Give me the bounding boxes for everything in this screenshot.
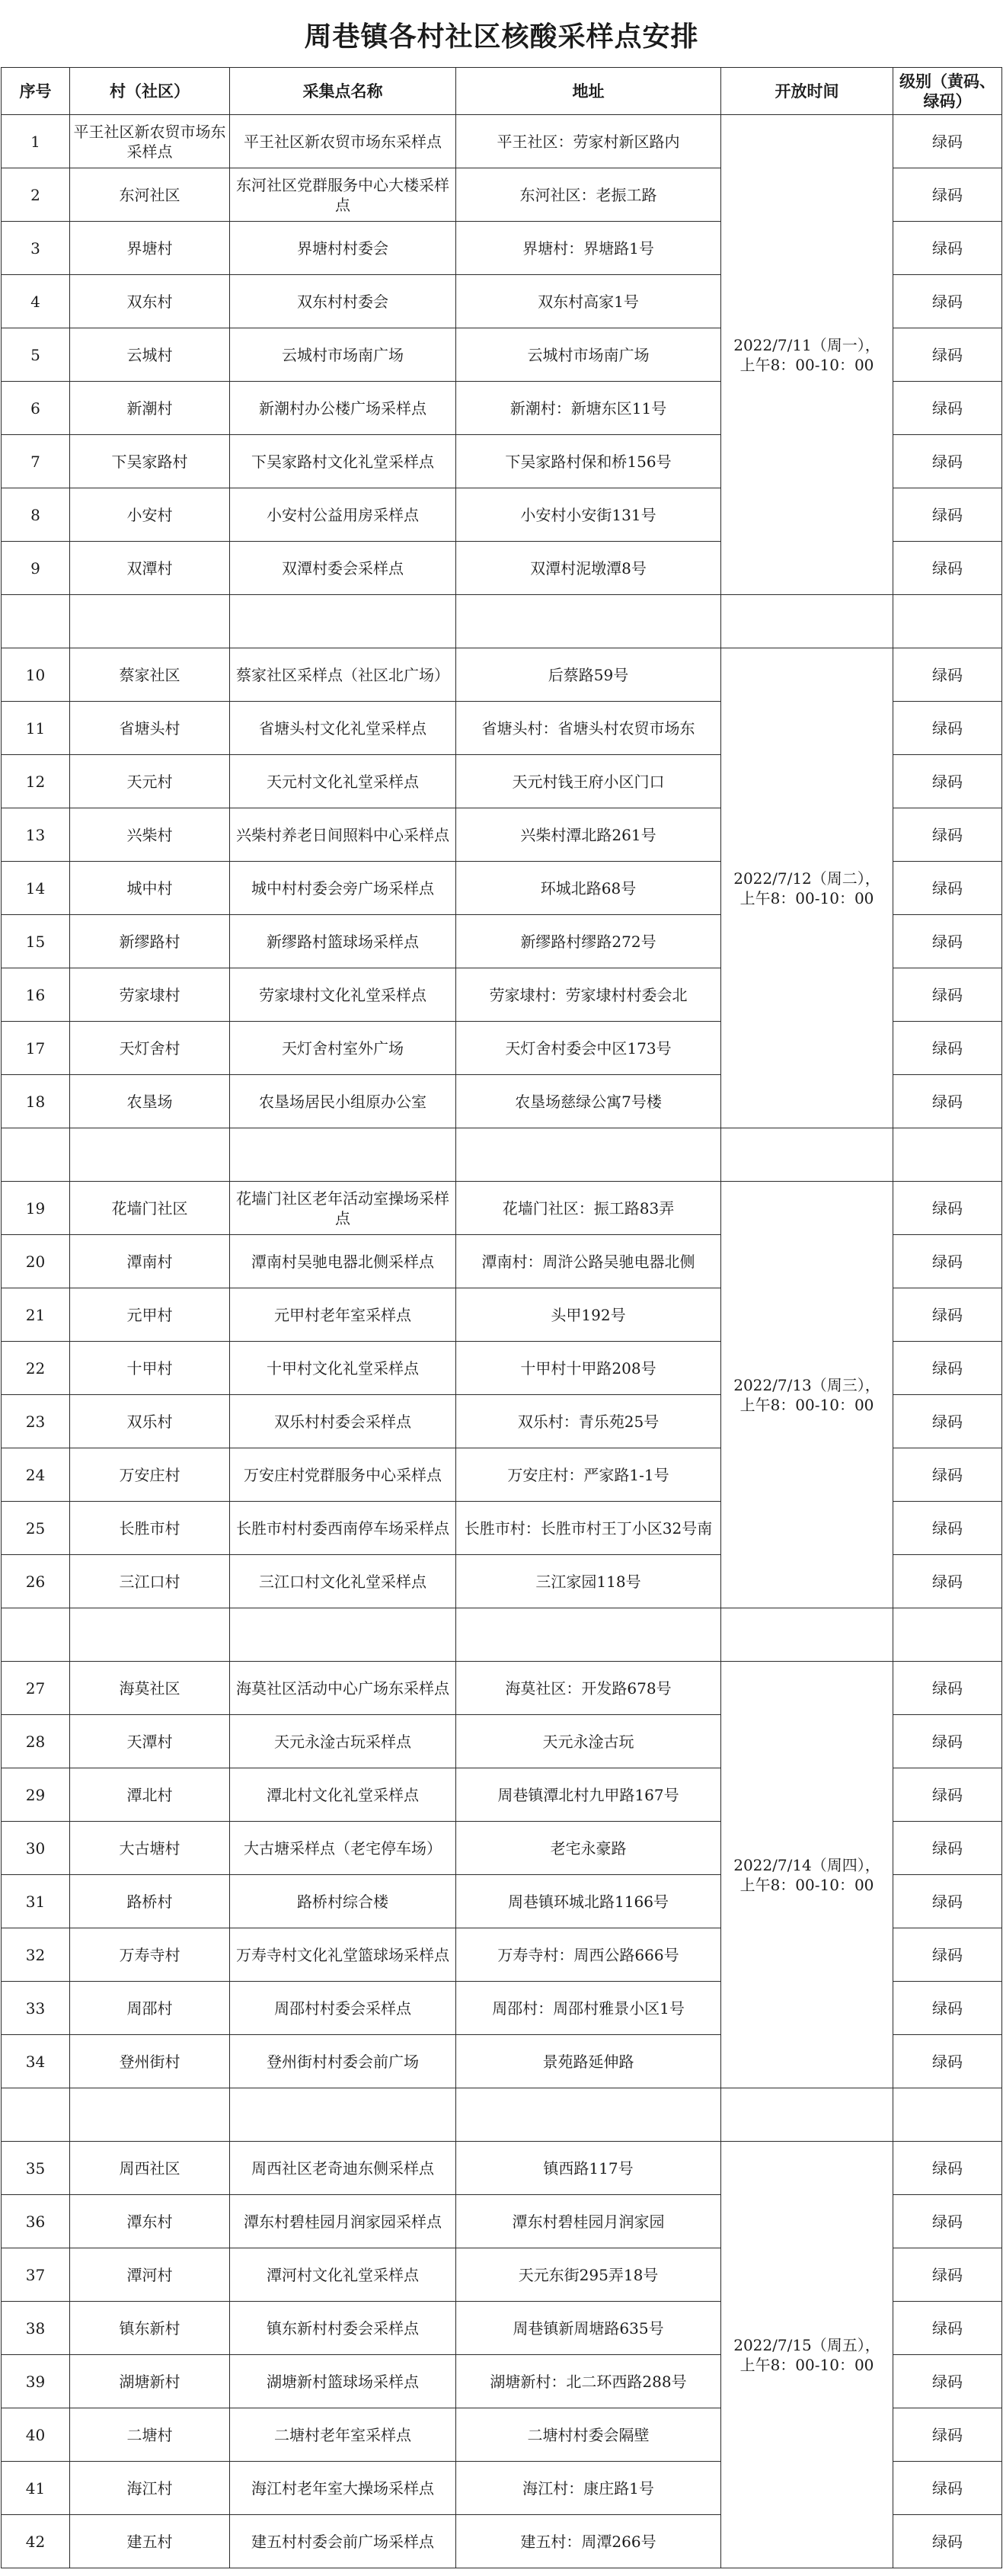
cell-address: 潭东村碧桂园月润家园 bbox=[456, 2195, 721, 2248]
cell-village: 潭北村 bbox=[70, 1768, 230, 1822]
cell-level: 绿码 bbox=[893, 1982, 1002, 2035]
cell-no: 13 bbox=[2, 808, 70, 862]
cell-address: 省塘头村：省塘头村农贸市场东 bbox=[456, 702, 721, 755]
cell-no: 20 bbox=[2, 1235, 70, 1288]
cell-level: 绿码 bbox=[893, 808, 1002, 862]
cell-no: 28 bbox=[2, 1715, 70, 1768]
cell-level: 绿码 bbox=[893, 488, 1002, 542]
cell-level: 绿码 bbox=[893, 1662, 1002, 1715]
open-time-date: 2022/7/13（周三）， bbox=[733, 1375, 880, 1394]
cell-site: 劳家埭村文化礼堂采样点 bbox=[230, 968, 456, 1022]
cell-level: 绿码 bbox=[893, 2248, 1002, 2302]
cell-address: 下吴家路村保和桥156号 bbox=[456, 435, 721, 488]
open-time-date: 2022/7/12（周二）， bbox=[733, 869, 880, 888]
cell-village: 三江口村 bbox=[70, 1555, 230, 1608]
cell-village: 天灯舍村 bbox=[70, 1022, 230, 1075]
table-row bbox=[2, 2142, 1002, 2195]
cell-no: 35 bbox=[2, 2142, 70, 2195]
empty-cell bbox=[456, 595, 721, 648]
cell-address: 十甲村十甲路208号 bbox=[456, 1342, 721, 1395]
cell-site: 小安村公益用房采样点 bbox=[230, 488, 456, 542]
cell-level: 绿码 bbox=[893, 1288, 1002, 1342]
cell-site: 花墙门社区老年活动室操场采样点 bbox=[230, 1182, 456, 1235]
cell-no: 7 bbox=[2, 435, 70, 488]
cell-site: 天元永淦古玩采样点 bbox=[230, 1715, 456, 1768]
cell-level: 绿码 bbox=[893, 1715, 1002, 1768]
cell-village: 小安村 bbox=[70, 488, 230, 542]
cell-level: 绿码 bbox=[893, 2355, 1002, 2408]
cell-address: 后蔡路59号 bbox=[456, 648, 721, 702]
cell-level: 绿码 bbox=[893, 328, 1002, 382]
cell-village: 潭东村 bbox=[70, 2195, 230, 2248]
cell-village: 万寿寺村 bbox=[70, 1928, 230, 1982]
cell-address: 万寿寺村：周西公路666号 bbox=[456, 1928, 721, 1982]
cell-site: 界塘村村委会 bbox=[230, 222, 456, 275]
cell-level: 绿码 bbox=[893, 1555, 1002, 1608]
empty-cell bbox=[893, 1608, 1002, 1662]
cell-no: 1 bbox=[2, 115, 70, 168]
cell-level: 绿码 bbox=[893, 1502, 1002, 1555]
cell-level: 绿码 bbox=[893, 2035, 1002, 2088]
cell-village: 新缪路村 bbox=[70, 915, 230, 968]
cell-address: 农垦场慈绿公寓7号楼 bbox=[456, 1075, 721, 1128]
cell-level: 绿码 bbox=[893, 702, 1002, 755]
cell-no: 23 bbox=[2, 1395, 70, 1448]
cell-no: 33 bbox=[2, 1982, 70, 2035]
cell-address: 海江村：康庄路1号 bbox=[456, 2462, 721, 2515]
separator-row bbox=[2, 1128, 1002, 1182]
cell-no: 9 bbox=[2, 542, 70, 595]
cell-address: 湖塘新村：北二环西路288号 bbox=[456, 2355, 721, 2408]
cell-no: 40 bbox=[2, 2408, 70, 2462]
cell-level: 绿码 bbox=[893, 222, 1002, 275]
cell-address: 三江家园118号 bbox=[456, 1555, 721, 1608]
header-no: 序号 bbox=[2, 68, 70, 115]
cell-address: 周巷镇环城北路1166号 bbox=[456, 1875, 721, 1928]
cell-address: 环城北路68号 bbox=[456, 862, 721, 915]
cell-address: 新缪路村缪路272号 bbox=[456, 915, 721, 968]
open-time-hours: 上午8：00-10：00 bbox=[739, 1875, 874, 1894]
empty-cell bbox=[230, 1128, 456, 1182]
cell-level: 绿码 bbox=[893, 862, 1002, 915]
cell-address: 长胜市村：长胜市村王丁小区32号南 bbox=[456, 1502, 721, 1555]
cell-site: 双潭村委会采样点 bbox=[230, 542, 456, 595]
cell-village: 云城村 bbox=[70, 328, 230, 382]
cell-village: 天潭村 bbox=[70, 1715, 230, 1768]
cell-village: 天元村 bbox=[70, 755, 230, 808]
cell-address: 万安庄村：严家路1-1号 bbox=[456, 1448, 721, 1502]
cell-no: 24 bbox=[2, 1448, 70, 1502]
cell-address: 天元村钱王府小区门口 bbox=[456, 755, 721, 808]
cell-no: 27 bbox=[2, 1662, 70, 1715]
cell-site: 镇东新村村委会采样点 bbox=[230, 2302, 456, 2355]
cell-address: 天灯舍村委会中区173号 bbox=[456, 1022, 721, 1075]
cell-village: 界塘村 bbox=[70, 222, 230, 275]
cell-site: 省塘头村文化礼堂采样点 bbox=[230, 702, 456, 755]
empty-cell bbox=[721, 1608, 893, 1662]
cell-village: 双东村 bbox=[70, 275, 230, 328]
header-village: 村（社区） bbox=[70, 68, 230, 115]
empty-cell bbox=[721, 1128, 893, 1182]
cell-site: 潭南村吴驰电器北侧采样点 bbox=[230, 1235, 456, 1288]
cell-no: 6 bbox=[2, 382, 70, 435]
open-time-date: 2022/7/15（周五）， bbox=[733, 2335, 880, 2354]
cell-site: 平王社区新农贸市场东采样点 bbox=[230, 115, 456, 168]
empty-cell bbox=[2, 1608, 70, 1662]
cell-no: 42 bbox=[2, 2515, 70, 2568]
cell-village: 长胜市村 bbox=[70, 1502, 230, 1555]
cell-no: 39 bbox=[2, 2355, 70, 2408]
cell-level: 绿码 bbox=[893, 755, 1002, 808]
cell-address: 界塘村：界塘路1号 bbox=[456, 222, 721, 275]
open-time-hours: 上午8：00-10：00 bbox=[739, 355, 874, 374]
cell-site: 双乐村村委会采样点 bbox=[230, 1395, 456, 1448]
empty-cell bbox=[70, 1128, 230, 1182]
cell-address: 小安村小安街131号 bbox=[456, 488, 721, 542]
header-level: 级别（黄码、绿码） bbox=[893, 68, 1002, 115]
cell-village: 蔡家社区 bbox=[70, 648, 230, 702]
table-row bbox=[2, 115, 1002, 168]
empty-cell bbox=[893, 1128, 1002, 1182]
table-row bbox=[2, 648, 1002, 702]
cell-no: 17 bbox=[2, 1022, 70, 1075]
cell-no: 14 bbox=[2, 862, 70, 915]
cell-level: 绿码 bbox=[893, 1075, 1002, 1128]
header-row bbox=[2, 68, 1002, 115]
cell-no: 31 bbox=[2, 1875, 70, 1928]
cell-site: 大古塘采样点（老宅停车场） bbox=[230, 1822, 456, 1875]
cell-address: 老宅永豪路 bbox=[456, 1822, 721, 1875]
cell-open-time bbox=[721, 2142, 893, 2568]
empty-cell bbox=[456, 1608, 721, 1662]
page-title: 周巷镇各村社区核酸采样点安排 bbox=[304, 21, 699, 53]
cell-site: 二塘村老年室采样点 bbox=[230, 2408, 456, 2462]
cell-no: 34 bbox=[2, 2035, 70, 2088]
empty-cell bbox=[2, 2088, 70, 2142]
cell-no: 18 bbox=[2, 1075, 70, 1128]
empty-cell bbox=[893, 2088, 1002, 2142]
cell-village: 兴柴村 bbox=[70, 808, 230, 862]
cell-site: 潭东村碧桂园月润家园采样点 bbox=[230, 2195, 456, 2248]
schedule-table bbox=[1, 67, 1002, 2568]
cell-level: 绿码 bbox=[893, 915, 1002, 968]
cell-address: 天元东街295弄18号 bbox=[456, 2248, 721, 2302]
cell-site: 下吴家路村文化礼堂采样点 bbox=[230, 435, 456, 488]
empty-cell bbox=[2, 1128, 70, 1182]
cell-address: 平王社区：劳家村新区路内 bbox=[456, 115, 721, 168]
cell-level: 绿码 bbox=[893, 1822, 1002, 1875]
cell-no: 12 bbox=[2, 755, 70, 808]
cell-site: 周西社区老奇迪东侧采样点 bbox=[230, 2142, 456, 2195]
cell-open-time bbox=[721, 1662, 893, 2088]
cell-village: 城中村 bbox=[70, 862, 230, 915]
cell-village: 建五村 bbox=[70, 2515, 230, 2568]
cell-site: 万安庄村党群服务中心采样点 bbox=[230, 1448, 456, 1502]
cell-open-time bbox=[721, 1182, 893, 1608]
cell-village: 潭南村 bbox=[70, 1235, 230, 1288]
cell-village: 双乐村 bbox=[70, 1395, 230, 1448]
cell-address: 景苑路延伸路 bbox=[456, 2035, 721, 2088]
cell-site: 海莫社区活动中心广场东采样点 bbox=[230, 1662, 456, 1715]
cell-site: 海江村老年室大操场采样点 bbox=[230, 2462, 456, 2515]
empty-cell bbox=[70, 1608, 230, 1662]
cell-site: 天灯舍村室外广场 bbox=[230, 1022, 456, 1075]
cell-level: 绿码 bbox=[893, 115, 1002, 168]
cell-village: 镇东新村 bbox=[70, 2302, 230, 2355]
cell-village: 劳家埭村 bbox=[70, 968, 230, 1022]
cell-site: 路桥村综合楼 bbox=[230, 1875, 456, 1928]
cell-village: 潭河村 bbox=[70, 2248, 230, 2302]
cell-level: 绿码 bbox=[893, 1875, 1002, 1928]
cell-village: 湖塘新村 bbox=[70, 2355, 230, 2408]
cell-site: 潭河村文化礼堂采样点 bbox=[230, 2248, 456, 2302]
cell-no: 41 bbox=[2, 2462, 70, 2515]
cell-site: 东河社区党群服务中心大楼采样点 bbox=[230, 168, 456, 222]
cell-level: 绿码 bbox=[893, 542, 1002, 595]
cell-address: 建五村：周潭266号 bbox=[456, 2515, 721, 2568]
cell-address: 双东村高家1号 bbox=[456, 275, 721, 328]
cell-level: 绿码 bbox=[893, 275, 1002, 328]
cell-village: 平王社区新农贸市场东采样点 bbox=[70, 115, 230, 168]
cell-site: 潭北村文化礼堂采样点 bbox=[230, 1768, 456, 1822]
cell-level: 绿码 bbox=[893, 1928, 1002, 1982]
cell-no: 10 bbox=[2, 648, 70, 702]
cell-site: 农垦场居民小组原办公室 bbox=[230, 1075, 456, 1128]
cell-level: 绿码 bbox=[893, 648, 1002, 702]
cell-village: 十甲村 bbox=[70, 1342, 230, 1395]
cell-site: 蔡家社区采样点（社区北广场） bbox=[230, 648, 456, 702]
separator-row bbox=[2, 595, 1002, 648]
cell-level: 绿码 bbox=[893, 1395, 1002, 1448]
cell-site: 新缪路村篮球场采样点 bbox=[230, 915, 456, 968]
cell-village: 东河社区 bbox=[70, 168, 230, 222]
cell-village: 周西社区 bbox=[70, 2142, 230, 2195]
cell-village: 双潭村 bbox=[70, 542, 230, 595]
empty-cell bbox=[2, 595, 70, 648]
cell-no: 37 bbox=[2, 2248, 70, 2302]
cell-site: 云城村市场南广场 bbox=[230, 328, 456, 382]
cell-level: 绿码 bbox=[893, 382, 1002, 435]
empty-cell bbox=[230, 2088, 456, 2142]
cell-open-time bbox=[721, 115, 893, 595]
empty-cell bbox=[70, 595, 230, 648]
cell-no: 36 bbox=[2, 2195, 70, 2248]
cell-level: 绿码 bbox=[893, 1182, 1002, 1235]
cell-no: 5 bbox=[2, 328, 70, 382]
open-time-hours: 上午8：00-10：00 bbox=[739, 888, 874, 907]
cell-level: 绿码 bbox=[893, 1768, 1002, 1822]
cell-level: 绿码 bbox=[893, 2142, 1002, 2195]
cell-village: 省塘头村 bbox=[70, 702, 230, 755]
cell-address: 花墙门社区：振工路83弄 bbox=[456, 1182, 721, 1235]
empty-cell bbox=[230, 1608, 456, 1662]
cell-level: 绿码 bbox=[893, 1022, 1002, 1075]
cell-address: 二塘村村委会隔壁 bbox=[456, 2408, 721, 2462]
cell-site: 兴柴村养老日间照料中心采样点 bbox=[230, 808, 456, 862]
separator-row bbox=[2, 2088, 1002, 2142]
empty-cell bbox=[456, 2088, 721, 2142]
cell-address: 劳家埭村：劳家埭村村委会北 bbox=[456, 968, 721, 1022]
cell-site: 元甲村老年室采样点 bbox=[230, 1288, 456, 1342]
table-row bbox=[2, 1182, 1002, 1235]
cell-no: 25 bbox=[2, 1502, 70, 1555]
cell-no: 2 bbox=[2, 168, 70, 222]
cell-site: 双东村村委会 bbox=[230, 275, 456, 328]
cell-village: 元甲村 bbox=[70, 1288, 230, 1342]
cell-village: 路桥村 bbox=[70, 1875, 230, 1928]
cell-village: 新潮村 bbox=[70, 382, 230, 435]
open-time-hours: 上午8：00-10：00 bbox=[739, 2355, 874, 2374]
cell-site: 新潮村办公楼广场采样点 bbox=[230, 382, 456, 435]
cell-site: 十甲村文化礼堂采样点 bbox=[230, 1342, 456, 1395]
cell-no: 29 bbox=[2, 1768, 70, 1822]
cell-no: 4 bbox=[2, 275, 70, 328]
cell-site: 天元村文化礼堂采样点 bbox=[230, 755, 456, 808]
cell-site: 长胜市村村委西南停车场采样点 bbox=[230, 1502, 456, 1555]
cell-level: 绿码 bbox=[893, 2515, 1002, 2568]
cell-no: 8 bbox=[2, 488, 70, 542]
cell-village: 万安庄村 bbox=[70, 1448, 230, 1502]
cell-no: 3 bbox=[2, 222, 70, 275]
cell-level: 绿码 bbox=[893, 968, 1002, 1022]
cell-no: 30 bbox=[2, 1822, 70, 1875]
cell-village: 下吴家路村 bbox=[70, 435, 230, 488]
cell-level: 绿码 bbox=[893, 2408, 1002, 2462]
cell-no: 21 bbox=[2, 1288, 70, 1342]
cell-level: 绿码 bbox=[893, 1342, 1002, 1395]
cell-village: 登州街村 bbox=[70, 2035, 230, 2088]
cell-address: 双潭村泥墩潭8号 bbox=[456, 542, 721, 595]
cell-village: 大古塘村 bbox=[70, 1822, 230, 1875]
cell-no: 16 bbox=[2, 968, 70, 1022]
cell-village: 二塘村 bbox=[70, 2408, 230, 2462]
header-address: 地址 bbox=[456, 68, 721, 115]
cell-address: 新潮村：新塘东区11号 bbox=[456, 382, 721, 435]
cell-address: 云城村市场南广场 bbox=[456, 328, 721, 382]
cell-level: 绿码 bbox=[893, 1448, 1002, 1502]
cell-address: 海莫社区：开发路678号 bbox=[456, 1662, 721, 1715]
cell-no: 38 bbox=[2, 2302, 70, 2355]
header-site: 采集点名称 bbox=[230, 68, 456, 115]
cell-village: 花墙门社区 bbox=[70, 1182, 230, 1235]
cell-no: 19 bbox=[2, 1182, 70, 1235]
open-time-date: 2022/7/14（周四）， bbox=[733, 1855, 880, 1874]
empty-cell bbox=[893, 595, 1002, 648]
cell-no: 26 bbox=[2, 1555, 70, 1608]
cell-level: 绿码 bbox=[893, 2195, 1002, 2248]
cell-village: 农垦场 bbox=[70, 1075, 230, 1128]
cell-address: 潭南村：周浒公路吴驰电器北侧 bbox=[456, 1235, 721, 1288]
cell-address: 兴柴村潭北路261号 bbox=[456, 808, 721, 862]
cell-level: 绿码 bbox=[893, 435, 1002, 488]
open-time-hours: 上午8：00-10：00 bbox=[739, 1395, 874, 1414]
cell-site: 登州街村村委会前广场 bbox=[230, 2035, 456, 2088]
cell-address: 双乐村：青乐苑25号 bbox=[456, 1395, 721, 1448]
empty-cell bbox=[70, 2088, 230, 2142]
cell-level: 绿码 bbox=[893, 168, 1002, 222]
cell-address: 周巷镇新周塘路635号 bbox=[456, 2302, 721, 2355]
cell-address: 周邵村：周邵村雅景小区1号 bbox=[456, 1982, 721, 2035]
open-time-date: 2022/7/11（周一）， bbox=[733, 335, 880, 354]
cell-address: 东河社区：老振工路 bbox=[456, 168, 721, 222]
cell-no: 22 bbox=[2, 1342, 70, 1395]
cell-site: 三江口村文化礼堂采样点 bbox=[230, 1555, 456, 1608]
cell-site: 周邵村村委会采样点 bbox=[230, 1982, 456, 2035]
empty-cell bbox=[721, 595, 893, 648]
empty-cell bbox=[721, 2088, 893, 2142]
cell-village: 周邵村 bbox=[70, 1982, 230, 2035]
cell-site: 城中村村委会旁广场采样点 bbox=[230, 862, 456, 915]
header-time: 开放时间 bbox=[721, 68, 893, 115]
cell-village: 海江村 bbox=[70, 2462, 230, 2515]
cell-site: 建五村村委会前广场采样点 bbox=[230, 2515, 456, 2568]
empty-cell bbox=[230, 595, 456, 648]
cell-level: 绿码 bbox=[893, 1235, 1002, 1288]
cell-address: 周巷镇潭北村九甲路167号 bbox=[456, 1768, 721, 1822]
cell-site: 湖塘新村篮球场采样点 bbox=[230, 2355, 456, 2408]
cell-address: 镇西路117号 bbox=[456, 2142, 721, 2195]
separator-row bbox=[2, 1608, 1002, 1662]
cell-address: 头甲192号 bbox=[456, 1288, 721, 1342]
cell-village: 海莫社区 bbox=[70, 1662, 230, 1715]
table-row bbox=[2, 1662, 1002, 1715]
cell-site: 万寿寺村文化礼堂篮球场采样点 bbox=[230, 1928, 456, 1982]
cell-no: 11 bbox=[2, 702, 70, 755]
cell-address: 天元永淦古玩 bbox=[456, 1715, 721, 1768]
cell-open-time bbox=[721, 648, 893, 1128]
cell-level: 绿码 bbox=[893, 2302, 1002, 2355]
schedule-table-body bbox=[2, 68, 1002, 2568]
cell-no: 32 bbox=[2, 1928, 70, 1982]
cell-no: 15 bbox=[2, 915, 70, 968]
empty-cell bbox=[456, 1128, 721, 1182]
cell-level: 绿码 bbox=[893, 2462, 1002, 2515]
